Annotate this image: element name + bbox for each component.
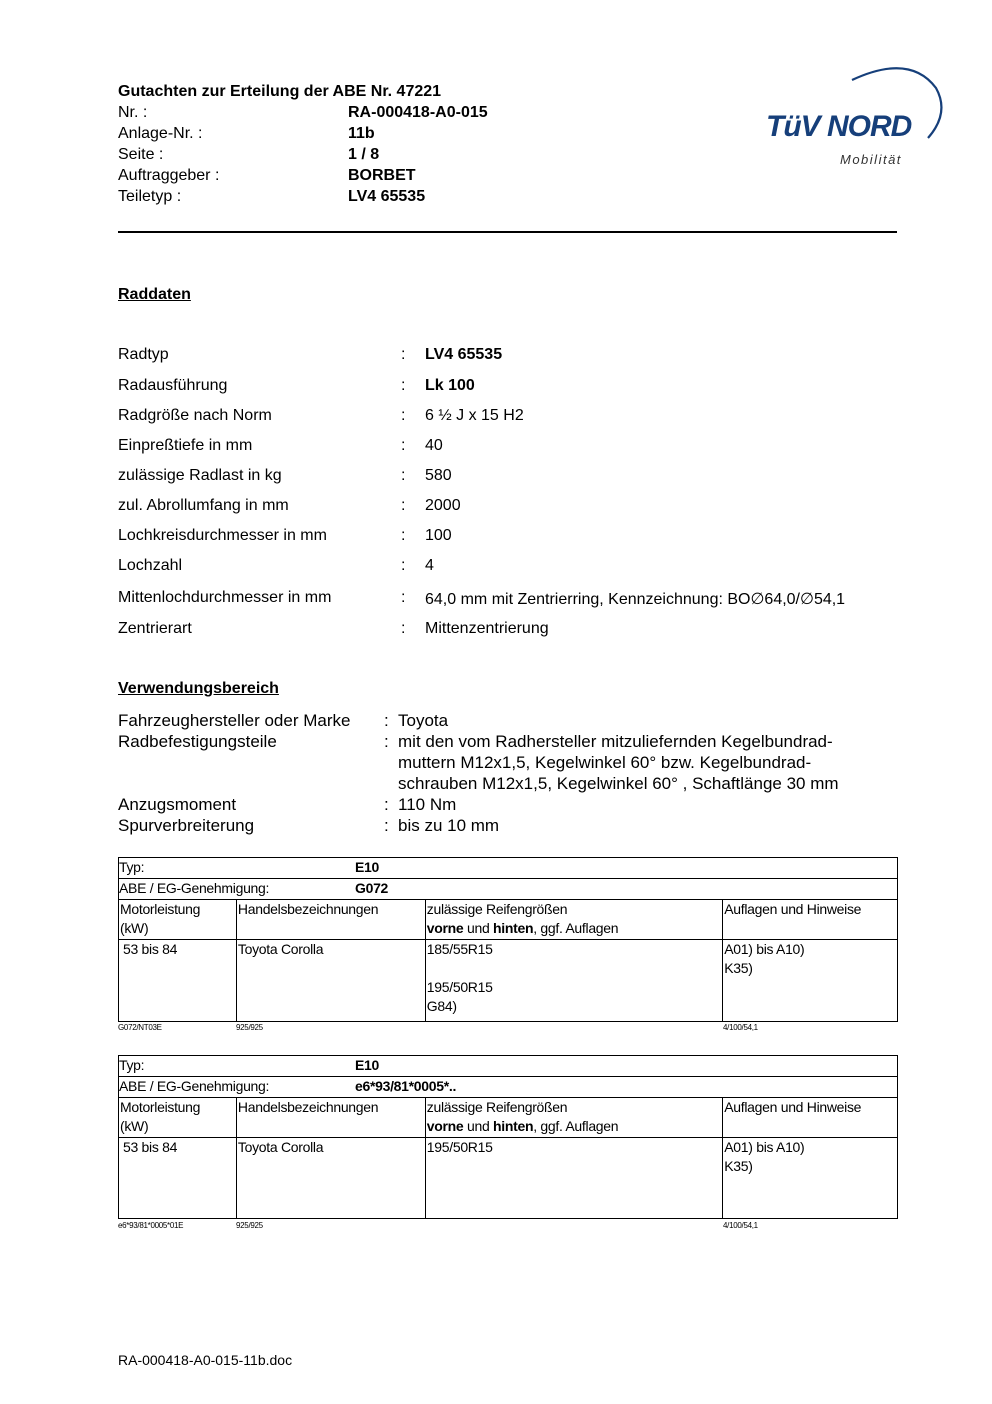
header-label: Auftraggeber : (118, 167, 220, 184)
verwendung-value: bis zu 10 mm (398, 816, 500, 835)
header-label: Nr. : (118, 104, 148, 121)
raddaten-colon: : (401, 346, 406, 363)
verwendung-colon: : (384, 795, 389, 814)
abe-label: ABE / EG-Genehmigung: (119, 880, 270, 896)
cell-notes: A01) bis A10) K35) (723, 1138, 898, 1219)
verwendung-value: Toyota (398, 711, 449, 730)
cell-tyres: 195/50R15 (425, 1138, 722, 1219)
raddaten-value: 64,0 mm mit Zentrierring, Kennzeichnung: BO∅64,0/∅54,1 (425, 591, 846, 608)
raddaten-colon: : (401, 589, 406, 606)
verwendung-value: 110 Nm (398, 795, 457, 814)
header-row-seite (118, 144, 638, 165)
raddaten-value: Lk 100 (425, 377, 475, 394)
raddaten-colon: : (401, 407, 406, 424)
section-heading-verwendungsbereich: Verwendungsbereich (118, 680, 279, 697)
header-value: 11b (348, 125, 375, 142)
raddaten-label: Radtyp (118, 346, 169, 363)
column-header-row (119, 1098, 898, 1138)
abe-value: G072 (355, 880, 389, 896)
raddaten-value: 2000 (425, 497, 461, 514)
raddaten-value: Mittenzentrierung (425, 620, 549, 637)
abe-row (119, 879, 898, 900)
verwendung-label: Spurverbreiterung (118, 816, 255, 835)
raddaten-value: 40 (425, 437, 443, 454)
cell-notes: A01) bis A10) K35) (723, 940, 898, 1022)
verwendung-colon: : (384, 732, 389, 751)
col-header-name: Handelsbezeichnungen (236, 900, 425, 940)
header-row-nr (118, 102, 638, 123)
raddaten-colon: : (401, 437, 406, 454)
header-row-auftraggeber (118, 165, 638, 186)
cell-power: 53 bis 84 (119, 1138, 237, 1219)
raddaten-value: 4 (425, 557, 434, 574)
table-footnote: 4/100/54,1 (723, 1221, 758, 1230)
cell-name: Toyota Corolla (236, 1138, 425, 1219)
header-divider (118, 231, 897, 233)
verwendung-list (118, 710, 908, 840)
verwendung-colon: : (384, 816, 389, 835)
verwendung-colon: : (384, 711, 389, 730)
raddaten-colon: : (401, 467, 406, 484)
cell-tyres: 185/55R15 195/50R15 G84) (425, 940, 722, 1022)
table-row (119, 1138, 898, 1219)
table-footnote: G072/NT03E (118, 1023, 162, 1032)
col-header-power: Motorleistung (kW) (119, 900, 237, 940)
raddaten-colon: : (401, 620, 406, 637)
vehicle-table (118, 857, 898, 1022)
verwendung-label: Radbefestigungsteile (118, 732, 277, 751)
header-label: Teiletyp : (118, 188, 182, 205)
table-footnote: e6*93/81*0005*01E (118, 1221, 184, 1230)
raddaten-label: Einpreßtiefe in mm (118, 437, 253, 454)
raddaten-value: LV4 65535 (425, 346, 503, 363)
raddaten-colon: : (401, 557, 406, 574)
raddaten-label: zulässige Radlast in kg (118, 467, 282, 484)
logo-wordmark: TüV NORD (766, 110, 912, 143)
raddaten-label: Mittenlochdurchmesser in mm (118, 589, 332, 606)
verwendung-value: mit den vom Radhersteller mitzuliefernden Kegelbundrad- (398, 732, 833, 751)
raddaten-label: Lochzahl (118, 557, 183, 574)
header-row-anlage (118, 123, 638, 144)
header-row-teiletyp (118, 186, 638, 207)
table-footnote: 925/925 (236, 1221, 263, 1230)
typ-value: E10 (355, 859, 380, 875)
logo-subtitle: Mobilität (840, 152, 902, 167)
header-value: BORBET (348, 167, 416, 184)
cell-name: Toyota Corolla (236, 940, 425, 1022)
header-value: 1 / 8 (348, 146, 380, 163)
abe-value: e6*93/81*0005*.. (355, 1078, 457, 1094)
verwendung-label: Anzugsmoment (118, 795, 237, 814)
document-header (118, 81, 638, 207)
col-header-name: Handelsbezeichnungen (236, 1098, 425, 1138)
raddaten-value: 6 ½ J x 15 H2 (425, 407, 524, 424)
raddaten-value: 580 (425, 467, 452, 484)
document-title: Gutachten zur Erteilung der ABE Nr. 47221 (118, 83, 442, 100)
header-value: RA-000418-A0-015 (348, 104, 488, 121)
col-header-notes: Auflagen und Hinweise (723, 1098, 898, 1138)
raddaten-colon: : (401, 377, 406, 394)
raddaten-colon: : (401, 527, 406, 544)
header-value: LV4 65535 (348, 188, 426, 205)
abe-label: ABE / EG-Genehmigung: (119, 1078, 270, 1094)
verwendung-label: Fahrzeughersteller oder Marke (118, 711, 351, 730)
header-label: Anlage-Nr. : (118, 125, 203, 142)
typ-row (119, 858, 898, 879)
typ-label: Typ: (119, 859, 145, 875)
raddaten-label: Radgröße nach Norm (118, 407, 272, 424)
column-header-row (119, 900, 898, 940)
col-header-power: Motorleistung (kW) (119, 1098, 237, 1138)
section-heading-raddaten: Raddaten (118, 286, 191, 303)
raddaten-label: Zentrierart (118, 620, 192, 637)
raddaten-label: Lochkreisdurchmesser in mm (118, 527, 327, 544)
typ-label: Typ: (119, 1057, 145, 1073)
table-footnote: 925/925 (236, 1023, 263, 1032)
raddaten-label: zul. Abrollumfang in mm (118, 497, 289, 514)
table-footnote: 4/100/54,1 (723, 1023, 758, 1032)
typ-value: E10 (355, 1057, 380, 1073)
typ-row (119, 1056, 898, 1077)
col-header-notes: Auflagen und Hinweise (723, 900, 898, 940)
verwendung-value: schrauben M12x1,5, Kegelwinkel 60° , Schaftlänge 30 mm (398, 774, 839, 793)
raddaten-colon: : (401, 497, 406, 514)
tuev-nord-logo (760, 58, 945, 173)
page-footer-filename: RA-000418-A0-015-11b.doc (118, 1352, 293, 1368)
raddaten-label: Radausführung (118, 377, 228, 394)
header-label: Seite : (118, 146, 164, 163)
raddaten-value: 100 (425, 527, 452, 544)
abe-row (119, 1077, 898, 1098)
table-row (119, 940, 898, 1022)
col-header-tyres: zulässige Reifengrößen vorne und hinten, ggf. Auflagen (425, 1098, 722, 1138)
verwendung-value: muttern M12x1,5, Kegelwinkel 60° bzw. Kegelbundrad- (398, 753, 812, 772)
vehicle-table (118, 1055, 898, 1219)
cell-power: 53 bis 84 (119, 940, 237, 1022)
col-header-tyres: zulässige Reifengrößen vorne und hinten, ggf. Auflagen (425, 900, 722, 940)
